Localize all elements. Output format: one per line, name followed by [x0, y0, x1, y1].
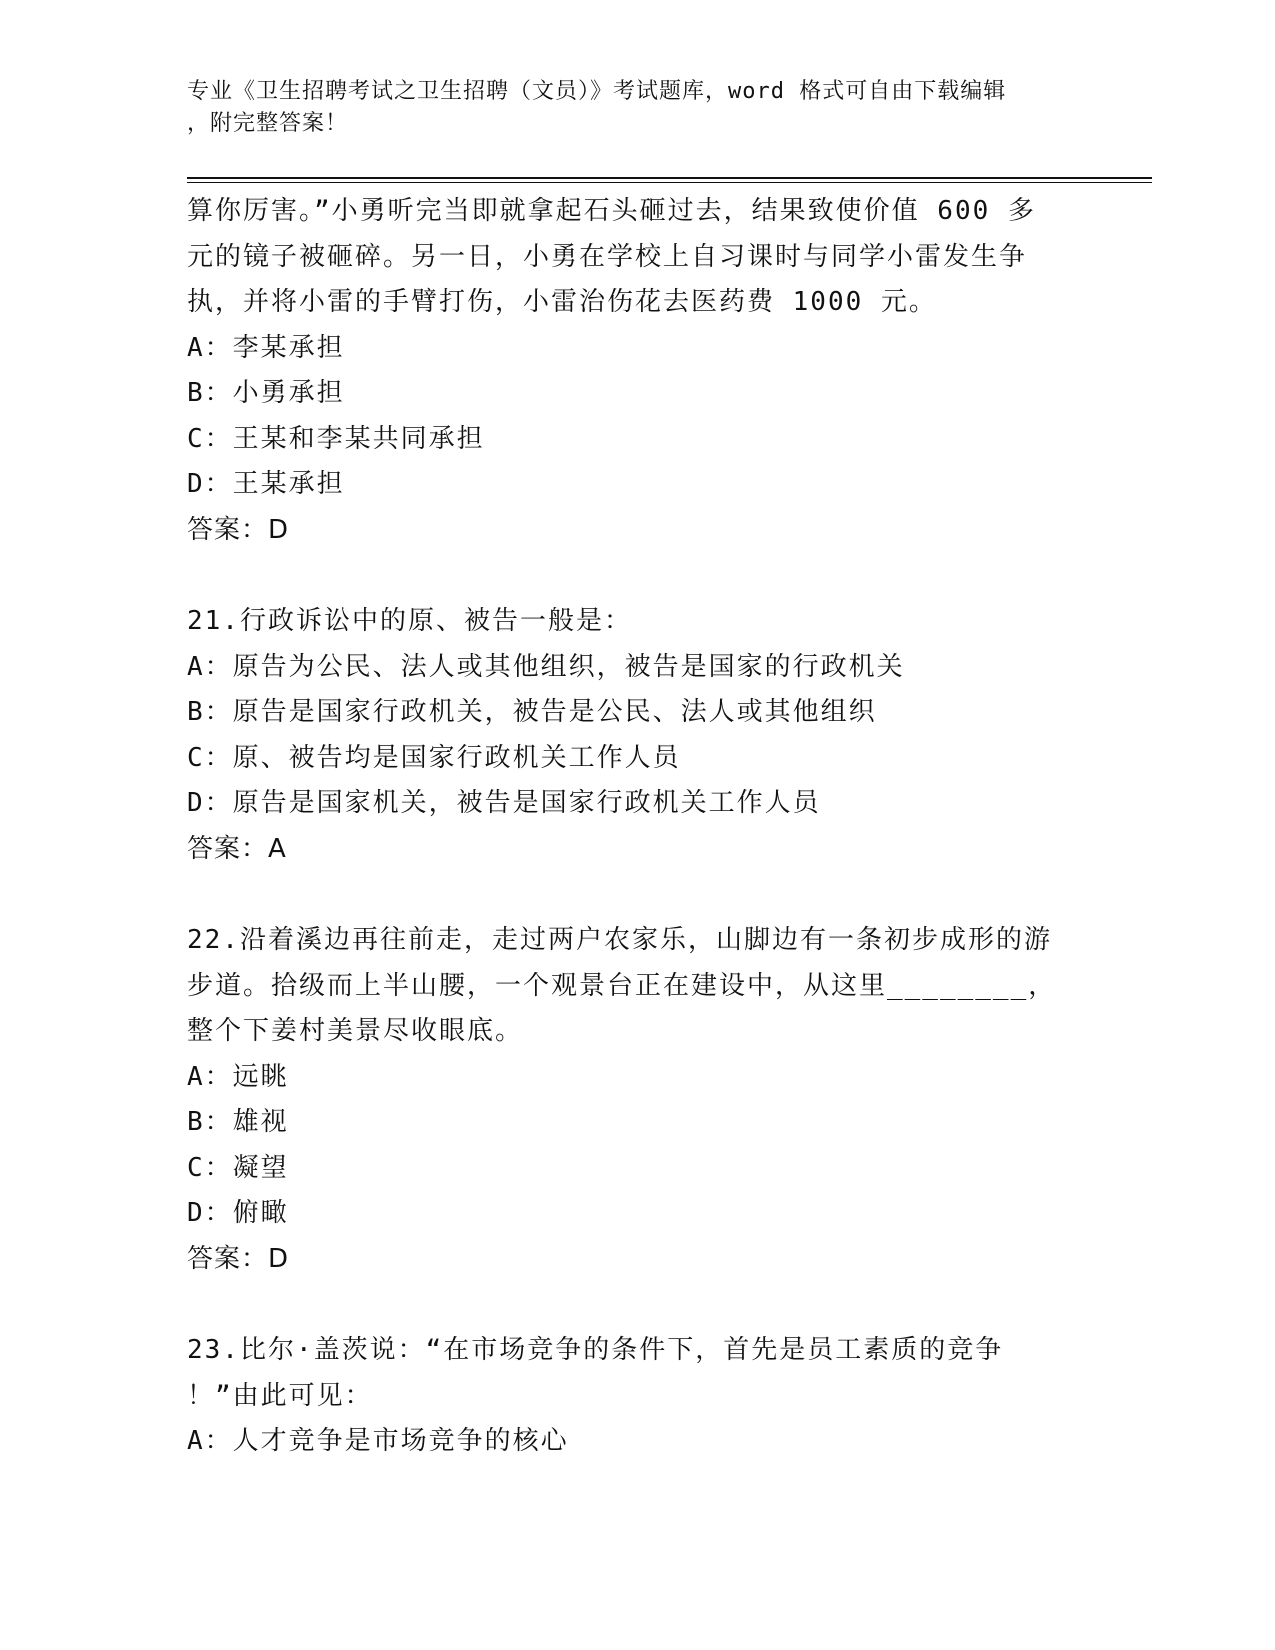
- question-list: [187, 189, 1087, 1465]
- spacer: [187, 872, 1087, 918]
- header-divider-thick: [187, 177, 1152, 179]
- question-23: [187, 1328, 1087, 1465]
- header-line-2: ，附完整答案！: [187, 111, 349, 136]
- question-stem-line: 算你厉害。”小勇听完当即就拿起石头砸过去，结果致使价值 600 多: [187, 196, 1036, 226]
- question-21: [187, 599, 1087, 872]
- question-stem-line: ！”由此可见：: [187, 1380, 373, 1411]
- answer-line: 答案：D: [187, 514, 290, 545]
- option-b: B：雄视: [187, 1107, 289, 1137]
- option-c: C：原、被告均是国家行政机关工作人员: [187, 742, 681, 773]
- option-d: D：俯瞰: [187, 1198, 289, 1228]
- answer-line: 答案：D: [187, 1243, 290, 1274]
- option-a: A：李某承担: [187, 332, 345, 363]
- spacer: [187, 1282, 1087, 1328]
- question-20: [187, 189, 1087, 553]
- question-22: [187, 918, 1087, 1282]
- option-c: C：凝望: [187, 1152, 289, 1183]
- header-line-1: 专业《卫生招聘考试之卫生招聘（文员）》考试题库，word 格式可自由下载编辑: [187, 79, 1007, 104]
- option-d: D：王某承担: [187, 469, 345, 499]
- question-stem-line: 元的镜子被砸碎。另一日，小勇在学校上自习课时与同学小雷发生争: [187, 241, 1028, 272]
- question-stem-line: 执，并将小雷的手臂打伤，小雷治伤花去医药费 1000 元。: [187, 287, 937, 317]
- answer-line: 答案：A: [187, 833, 287, 864]
- question-stem-line: 步道。拾级而上半山腰，一个观景台正在建设中，从这里________，: [187, 970, 1057, 1001]
- document-header: [187, 76, 1067, 140]
- question-stem-line: 22.沿着溪边再往前走，走过两户农家乐，山脚边有一条初步成形的游: [187, 925, 1052, 955]
- question-stem-line: 23.比尔·盖茨说：“在市场竞争的条件下，首先是员工素质的竞争: [187, 1335, 1004, 1365]
- option-b: B：原告是国家行政机关，被告是公民、法人或其他组织: [187, 697, 877, 727]
- question-stem-line: 整个下姜村美景尽收眼底。: [187, 1016, 524, 1046]
- option-c: C：王某和李某共同承担: [187, 423, 485, 454]
- header-divider-thin: [187, 182, 1152, 183]
- option-a: A：人才竞争是市场竞争的核心: [187, 1426, 569, 1456]
- spacer: [187, 553, 1087, 599]
- option-d: D：原告是国家机关，被告是国家行政机关工作人员: [187, 788, 821, 818]
- option-a: A：原告为公民、法人或其他组织，被告是国家的行政机关: [187, 651, 905, 682]
- question-stem-line: 21.行政诉讼中的原、被告一般是：: [187, 606, 632, 636]
- option-b: B：小勇承担: [187, 378, 345, 408]
- option-a: A：远眺: [187, 1061, 289, 1092]
